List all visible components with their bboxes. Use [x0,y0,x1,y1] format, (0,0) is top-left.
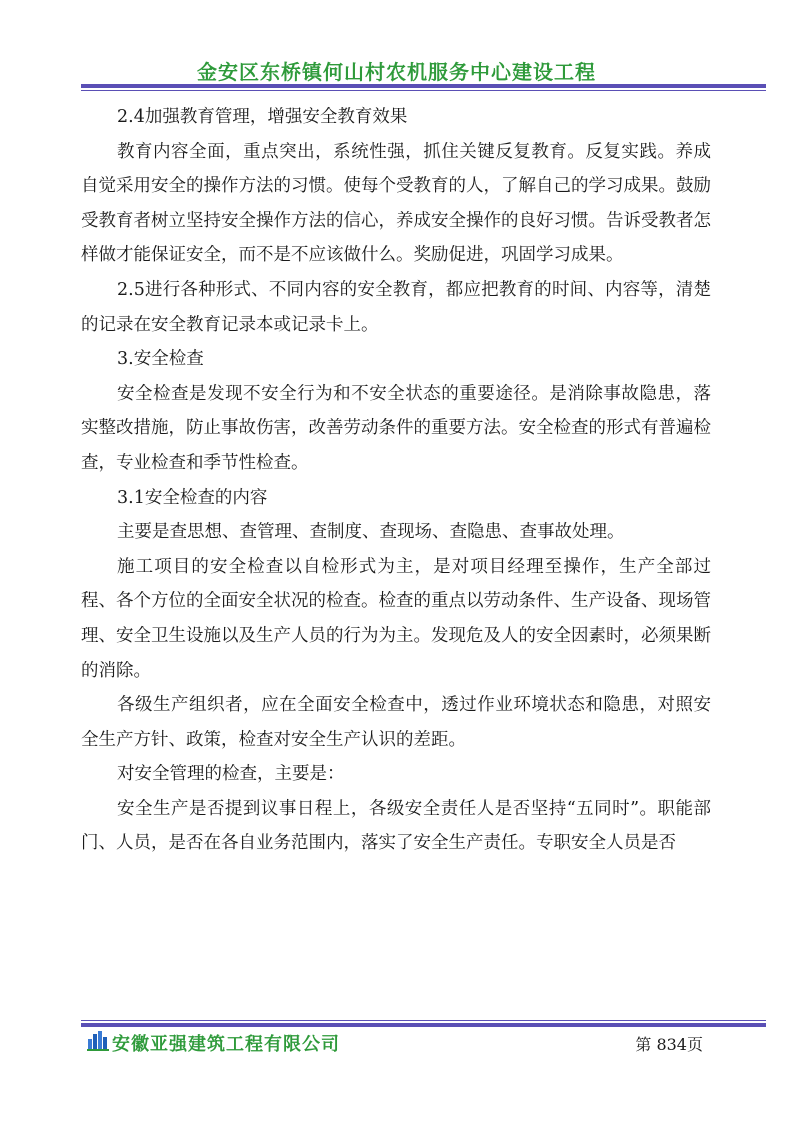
paragraph: 2.5进行各种形式、不同内容的安全教育，都应把教育的时间、内容等，清楚的记录在安全教育记录本或记录卡上。 [81,279,711,335]
page-header-title: 金安区东桥镇何山村农机服务中心建设工程 [197,60,596,84]
paragraph: 3.1安全检查的内容 [117,487,268,508]
paragraph: 安全生产是否提到议事日程上，各级安全责任人是否坚持“五同时”。职能部门、人员，是否在各自业务范围内，落实了安全生产责任。专职安全人员是否 [81,798,711,854]
building-logo-icon [87,1031,109,1051]
footer-rule-thick [81,1023,766,1027]
footer-company-name: 安徽亚强建筑工程有限公司 [112,1034,340,1055]
header-rule-thick [81,84,766,88]
header-rule-thin [81,90,766,91]
paragraph: 主要是查思想、查管理、查制度、查现场、查隐患、查事故处理。 [117,522,625,543]
footer-page-number: 第 834页 [635,1035,703,1054]
paragraph: 对安全管理的检查，主要是： [117,764,345,785]
paragraph: 2.4加强教育管理，增强安全教育效果 [117,107,408,127]
paragraph: 3.安全检查 [117,349,204,370]
paragraph: 各级生产组织者，应在全面安全检查中，透过作业环境状态和隐患，对照安全生产方针、政策，检查对安全生产认识的差距。 [81,695,711,750]
footer-rule-thin [81,1020,766,1021]
paragraph: 安全检查是发现不安全行为和不安全状态的重要途径。是消除事故隐患，落实整改措施，防止事故伤害，改善劳动条件的重要方法。安全检查的形式有普遍检查，专业检查和季节性检查。 [81,383,711,473]
paragraph: 施工项目的安全检查以自检形式为主，是对项目经理至操作，生产全部过程、各个方位的全面安全状况的检查。检查的重点以劳动条件、生产设备、现场管理、安全卫生设施以及生产人员的行为为主。发现危及人的安全因素时，必须果断的消除。 [81,556,711,681]
paragraph: 教育内容全面，重点突出，系统性强，抓住关键反复教育。反复实践。养成自觉采用安全的操作方法的习惯。使每个受教育的人，了解自己的学习成果。鼓励受教育者树立坚持安全操作方法的信心，养成安全操作的良好习惯。告诉受教者怎样做才能保证安全，而不是不应该做什么。奖励促进，巩固学习成果。 [81,141,711,266]
document-body [81,100,711,861]
